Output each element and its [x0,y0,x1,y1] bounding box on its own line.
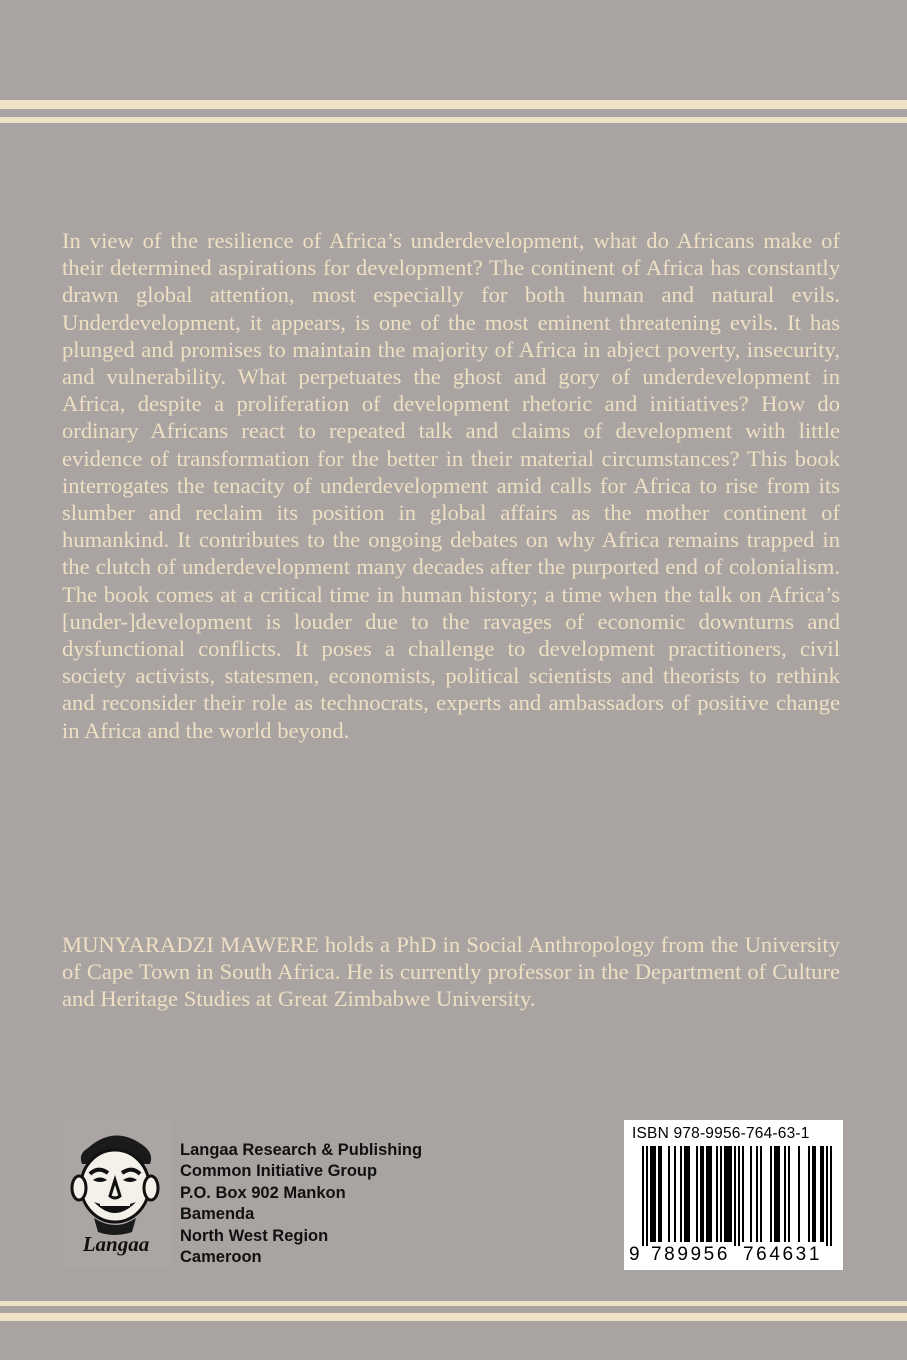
book-blurb: In view of the resilience of Africa’s underdevelopment, what do Africans make of their determined aspirations for development? The continent of Africa has constantly drawn global attention, most especially for both human and natural evils. Underdevelopment, it appears, is one of the most eminent threatening evils. It has plunged and promises to maintain the majority of Africa in abject poverty, insecurity, and vulnerability. What perpetuates the ghost and gory of underdevelopment in Africa, despite a proliferation of development rhetoric and initiatives? How do ordinary Africans react to repeated talk and claims of development with little evidence of transformation for the better in their material circumstances? This book interrogates the tenacity of underdevelopment amid calls for Africa to rise from its slumber and reclaim its position in global affairs as the mother continent of humankind. It contributes to the ongoing debates on why Africa remains trapped in the clutch of underdevelopment many decades after the purported end of colonialism. The book comes at a critical time in human history; a time when the talk on Africa’s [under-]development is louder due to the ravages of economic downturns and dysfunctional conflicts. It poses a challenge to development practitioners, civil society activists, statesmen, economists, political scientists and theorists to rethink and reconsider their role as technocrats, experts and ambassadors of positive change in Africa and the world beyond. [62,228,840,743]
barcode-bar [674,1146,676,1242]
isbn-barcode [624,1120,843,1270]
barcode-bar [778,1146,780,1242]
barcode-bar [650,1146,652,1242]
barcode-bar [660,1146,662,1242]
address-line: Cameroon [180,1248,262,1267]
barcode-bar [710,1146,712,1242]
barcode-bar [658,1146,660,1242]
barcode-bar [642,1146,644,1246]
barcode-bar [826,1146,828,1246]
barcode-bar [708,1146,710,1242]
barcode-bar [686,1146,688,1242]
barcode-bar [654,1146,656,1242]
logo-text: Langaa [82,1232,150,1256]
bottom-stripe-1 [0,1301,907,1306]
author-bio: MUNYARADZI MAWERE holds a PhD in Social Anthropology from the University of Cape Town in South Africa. He is currently professor in the Department of Culture and Heritage Studies at Great Zimbabwe University. [62,932,840,1012]
barcode-bar [738,1146,740,1246]
barcode-bar [822,1146,824,1242]
top-stripe-2 [0,117,907,123]
isbn-label: ISBN 978-9956-764-63-1 [632,1125,810,1142]
barcode-bar [724,1146,726,1242]
address-line: P.O. Box 902 Mankon [180,1183,346,1202]
barcode-bar [668,1146,670,1242]
barcode-bar [776,1146,778,1242]
barcode-bar [700,1146,702,1242]
bottom-stripe-2 [0,1313,907,1321]
barcode-bar [798,1146,800,1242]
barcode-bar [812,1146,814,1242]
address-line: Langaa Research & Publishing [180,1141,423,1159]
barcode-bar [742,1146,744,1242]
barcode-bar [750,1146,752,1242]
barcode-bar [726,1146,728,1242]
publisher-logo [58,1120,173,1268]
barcode-bar [702,1146,704,1242]
barcode-bar [814,1146,816,1242]
barcode-bar [784,1146,786,1242]
publisher-address [180,1140,422,1268]
barcode-bar [820,1146,822,1242]
barcode-bar [788,1146,790,1242]
barcode-bar [774,1146,776,1242]
barcode-bar [756,1146,758,1242]
barcode-bar [734,1146,736,1246]
barcode-bar [728,1146,730,1242]
address-line: Bamenda [180,1205,255,1224]
address-line: Common Initiative Group [180,1162,378,1181]
barcode-bar [770,1146,772,1242]
top-stripe-1 [0,100,907,109]
ean-right-group: 764631 [743,1244,823,1265]
barcode-bar [646,1146,648,1246]
barcode-bar [688,1146,690,1242]
barcode-bar [830,1146,832,1246]
ean-digits [624,1244,843,1266]
ean-first-digit: 9 [629,1244,643,1265]
barcode-bar [716,1146,718,1242]
barcode-bar [730,1146,732,1242]
barcode-bar [706,1146,708,1242]
ean-left-group: 789956 [651,1244,731,1265]
barcode-bar [652,1146,654,1242]
address-line: North West Region [180,1226,329,1245]
barcode-bar [680,1146,682,1242]
barcode-bar [696,1146,698,1242]
barcode-bar [808,1146,810,1242]
barcode-bars [624,1146,843,1246]
barcode-bar [720,1146,722,1242]
barcode-bar [760,1146,762,1242]
barcode-bar [684,1146,686,1242]
